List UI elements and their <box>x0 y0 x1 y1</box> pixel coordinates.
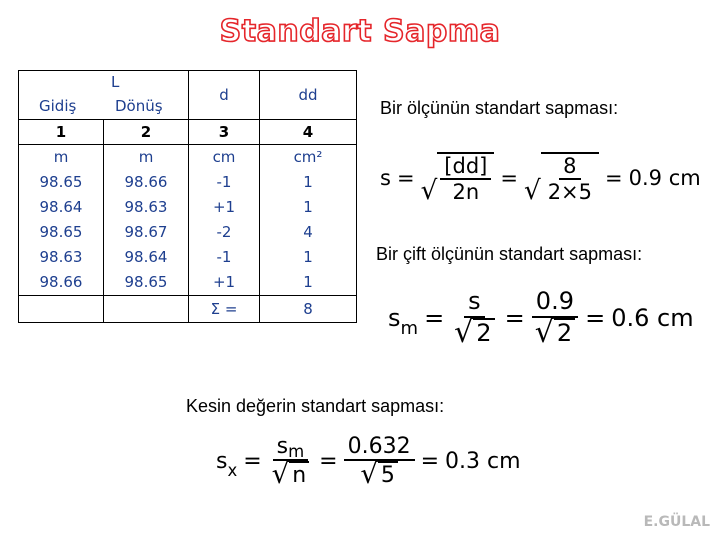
header-donus: Dönüş <box>115 97 163 115</box>
equals-sign: = <box>585 304 606 333</box>
fraction: sm √ n <box>268 434 313 490</box>
sqrt-icon: √ <box>454 314 474 350</box>
d-value: -2 <box>216 223 232 241</box>
sum-label: Σ = <box>189 296 260 323</box>
unit-dd: cm² <box>293 148 323 166</box>
formula1-lhs: s <box>380 166 391 191</box>
fraction: s √ 2 <box>450 288 498 348</box>
formula3-label: Kesin değerin standart sapması: <box>186 396 445 416</box>
equals-sign: = <box>504 304 525 333</box>
fraction: $\frac{[dd]}{2n}$ <box>440 154 491 204</box>
empty-cell <box>104 296 189 323</box>
equals-sign: = <box>319 449 338 475</box>
dd-value: 1 <box>303 273 313 291</box>
d-value: -1 <box>216 173 232 191</box>
formula2-result: 0.6 cm <box>611 304 694 333</box>
page-title: Standart Sapma <box>219 14 501 49</box>
sqrt-icon: √ <box>271 458 290 491</box>
data-column-d <box>189 145 260 296</box>
gidis-value: 98.63 <box>39 248 83 266</box>
fraction: 0.9 √ 2 <box>531 288 579 348</box>
formula3-lhs: $s_x$ <box>216 449 238 481</box>
col-number-2: 2 <box>104 120 189 145</box>
equals-sign: = <box>424 304 445 333</box>
equals-sign: = <box>396 166 415 191</box>
formula3-result: 0.3 cm <box>445 449 521 475</box>
sqrt-icon: √ <box>360 458 378 491</box>
formula2-lhs: $s_m$ <box>388 304 419 340</box>
donus-value: 98.65 <box>124 273 168 291</box>
donus-value: 98.63 <box>124 198 168 216</box>
header-dd: dd <box>260 71 357 120</box>
col-number-1: 1 <box>19 120 104 145</box>
sqrt <box>523 152 599 207</box>
d-value: +1 <box>212 273 236 291</box>
sqrt <box>420 152 495 207</box>
formula2 <box>388 288 694 348</box>
data-column-donus <box>104 145 189 296</box>
col-number-4: 4 <box>260 120 357 145</box>
unit-gidis: m <box>53 148 69 166</box>
donus-value: 98.66 <box>124 173 168 191</box>
header-gidis: Gidiş <box>39 97 77 115</box>
dd-value: 4 <box>303 223 313 241</box>
equals-sign: = <box>420 449 440 475</box>
formula1-label: Bir ölçünün standart sapması: <box>380 98 619 118</box>
equals-sign: = <box>500 166 518 191</box>
formula3 <box>216 434 521 490</box>
d-value: -1 <box>216 248 232 266</box>
header-L-cell <box>19 71 189 120</box>
unit-d: cm <box>212 148 236 166</box>
equals-sign: = <box>605 166 623 191</box>
donus-value: 98.64 <box>124 248 168 266</box>
gidis-value: 98.65 <box>39 223 83 241</box>
d-value: +1 <box>212 198 236 216</box>
formula1-result: 0.9 cm <box>628 166 701 191</box>
dd-value: 1 <box>303 173 313 191</box>
fraction: 0.632 √ 5 <box>344 434 415 490</box>
gidis-value: 98.66 <box>39 273 83 291</box>
sqrt-icon: √ <box>523 176 541 207</box>
formula1 <box>380 152 701 207</box>
sum-value: 8 <box>260 296 357 323</box>
sqrt-icon: √ <box>420 176 438 207</box>
dd-value: 1 <box>303 198 313 216</box>
dd-value: 1 <box>303 248 313 266</box>
author-watermark: E.GÜLAL <box>643 514 710 530</box>
gidis-value: 98.65 <box>39 173 83 191</box>
unit-donus: m <box>138 148 154 166</box>
col-number-3: 3 <box>189 120 260 145</box>
header-d: d <box>189 71 260 120</box>
header-L: L <box>111 73 120 91</box>
data-column-gidis <box>19 145 104 296</box>
empty-cell <box>19 296 104 323</box>
data-column-dd <box>260 145 357 296</box>
formula2-label: Bir çift ölçünün standart sapması: <box>376 244 643 264</box>
donus-value: 98.67 <box>124 223 168 241</box>
gidis-value: 98.64 <box>39 198 83 216</box>
equals-sign: = <box>243 449 262 475</box>
fraction: $\frac{8}{2\times 5}$ <box>547 154 593 205</box>
sqrt-icon: √ <box>534 314 554 350</box>
measurement-table <box>18 70 357 323</box>
